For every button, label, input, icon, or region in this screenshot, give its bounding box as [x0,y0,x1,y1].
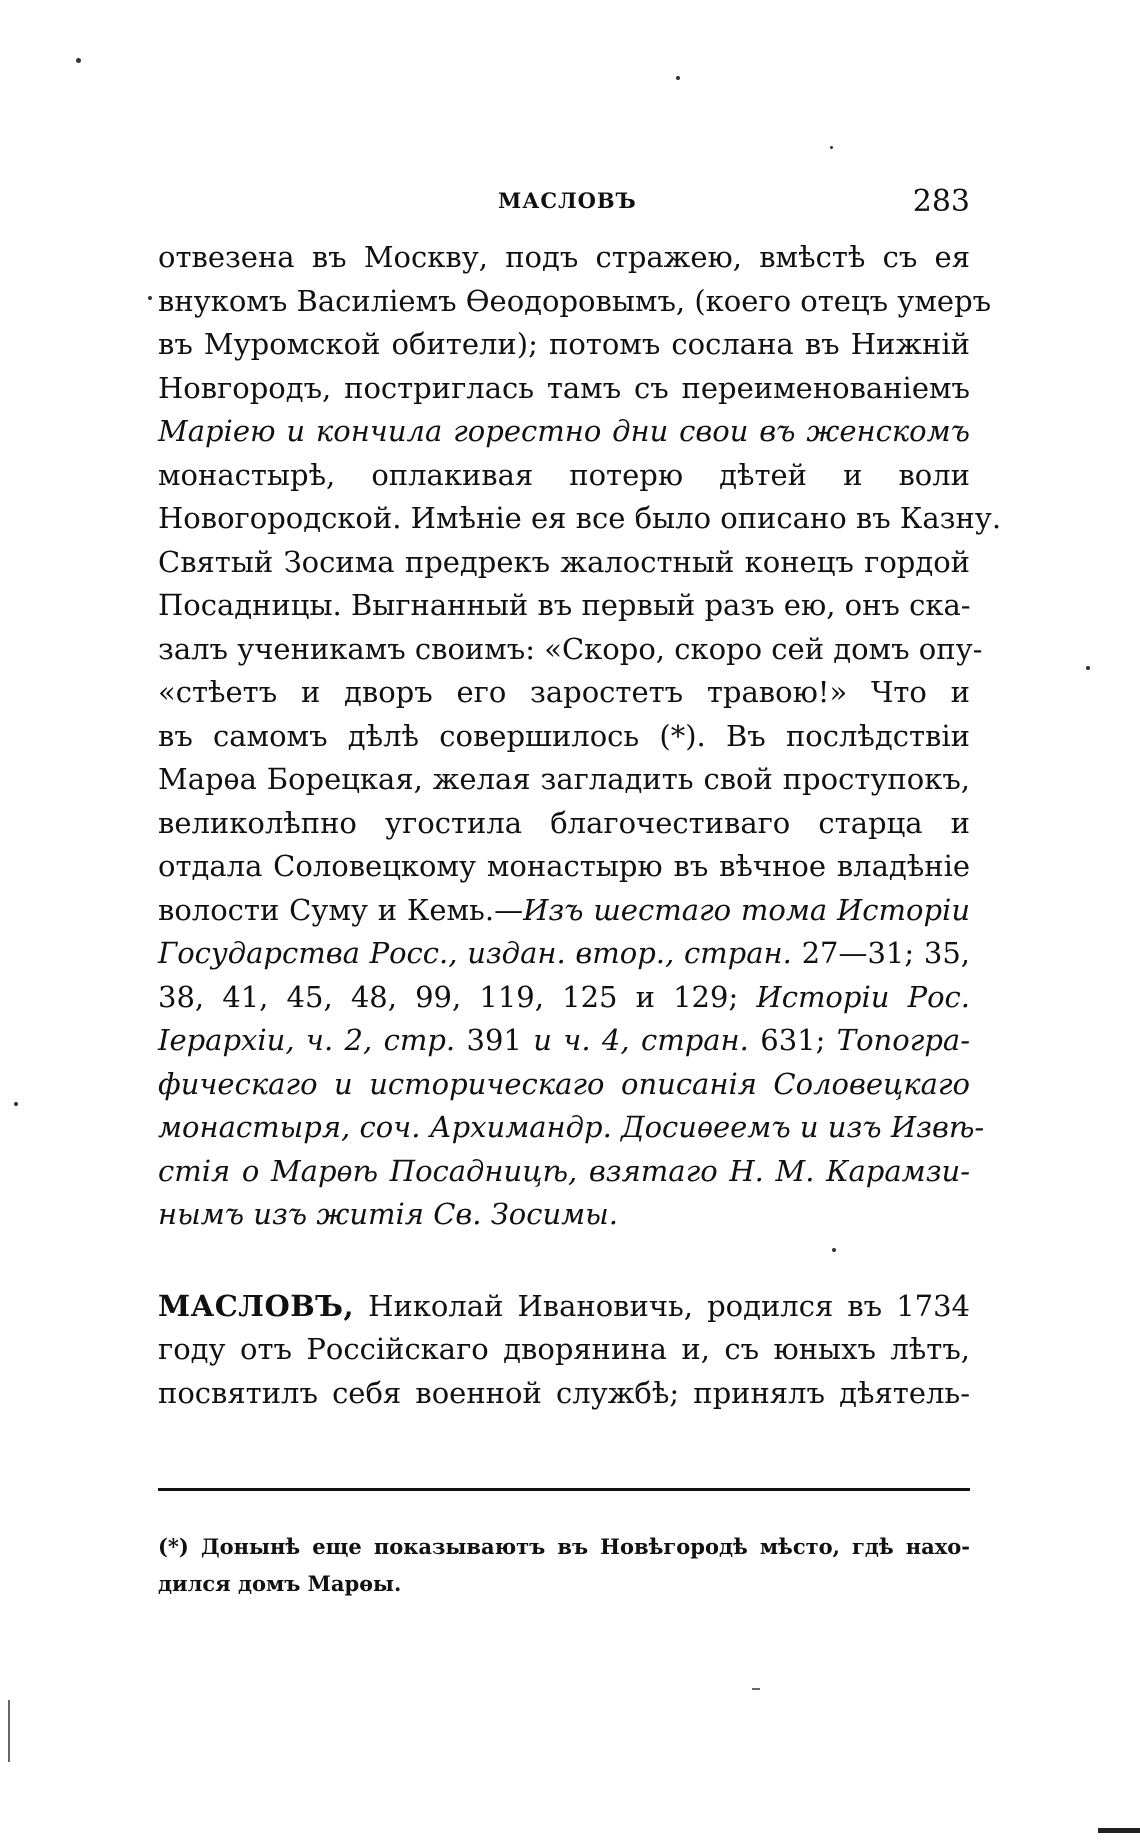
text-line [158,976,970,1020]
text-fragment: 631; [760,1023,826,1057]
entry-line: посвятилъ себя военной службѣ; принялъ дѣятель- [158,1375,970,1410]
citation-fragment: Топогра- [836,1023,970,1057]
text-line [158,889,970,933]
citation-fragment: Изъ шестаго тома Исторіи [523,892,971,927]
text-line: въ самомъ дѣлѣ совершилось (*). Въ послѣдствіи [158,718,970,753]
footnote-rule [158,1488,970,1491]
footnote-line: (*) Донынѣ еще показываютъ въ Новѣгородѣ мѣсто, гдѣ нахо- [158,1534,970,1559]
footnote-line: дился домъ Марѳы. [158,1571,402,1596]
entry-line [158,1285,970,1329]
name-mariya: Маріею и кончила горестно дни свои въ женскомъ [158,414,970,448]
text-line: отвезена въ Москву, подъ стражею, вмѣстѣ съ ея [158,240,970,274]
text-line [158,932,970,976]
scan-speck [76,58,81,63]
text-line [158,410,970,454]
text-line: Святый Зосима предрекъ жалостный конецъ гордой [158,544,970,579]
text-fragment: волости Суму и Кемь.— [158,892,524,927]
text-line: Марѳа Борецкая, желая загладить свой проступокъ, [158,762,970,796]
text-line: Новогородской. Имѣніе ея все было описано въ Казну. [158,501,1002,535]
citation-line: нымъ изъ житія Св. Зосимы. [158,1197,619,1231]
text-line: отдала Соловецкому монастырю въ вѣчное владѣніе [158,849,970,883]
running-head [158,184,970,224]
text-line: «стѣетъ и дворъ его заростетъ травою!» Что и [158,675,970,709]
margin-mark [1098,1828,1140,1833]
main-text [158,236,1002,1415]
text-fragment: 38, 41, 45, 48, 99, 119, 125 и 129; [158,979,739,1014]
page-number: 283 [912,184,970,219]
citation-line: стія о Марѳѣ Посадницѣ, взятаго Н. М. Карамзи- [158,1153,970,1188]
text-line: монастырѣ, оплакивая потерю дѣтей и воли [158,457,970,492]
text-line: Новгородъ, постриглась тамъ съ переименованіемъ [158,370,970,405]
text-line: залъ ученикамъ своимъ: «Скоро, скоро сей домъ опу- [158,631,983,666]
citation-fragment: Исторіи Рос. [756,979,971,1014]
text-fragment: 27—31; 35, [801,936,970,970]
text-fragment: 391 [466,1023,522,1057]
text-line: Посадницы. Выгнанный въ первый разъ ею, онъ ска- [158,588,971,622]
citation-fragment: и ч. 4, стран. [533,1023,749,1057]
citation-line: фическаго и историческаго описанія Соловецкаго [158,1066,970,1101]
citation-fragment: Іерархіи, ч. 2, стр. [158,1023,456,1057]
scan-speck [148,296,152,300]
section-gap [158,1237,970,1285]
margin-mark [8,1700,10,1762]
scan-speck [1086,666,1090,670]
footnote [158,1528,970,1602]
citation-fragment: Государства Росс., издан. втор., стран. [158,936,792,970]
entry-line: году отъ Россійскаго дворянина и, съ юныхъ лѣтъ, [158,1332,970,1366]
text-line: въ Муромской обители); потомъ сослана въ Нижній [158,327,970,361]
citation-line: монастыря, соч. Архимандр. Досиѳеемъ и изъ Извѣ- [158,1110,985,1144]
text-line: великолѣпно угостила благочестиваго старца и [158,805,970,840]
text-fragment: Николай Ивановичь, родился въ 1734 [368,1288,970,1323]
entry-heading: МАСЛОВЪ, [158,1288,355,1323]
text-line [158,1019,970,1063]
text-line: внукомъ Василіемъ Ѳеодоровымъ, (коего отецъ умеръ [158,283,992,318]
running-title: МАСЛОВЪ [498,188,637,213]
scan-speck [14,1102,18,1106]
book-page [158,0,1002,1840]
